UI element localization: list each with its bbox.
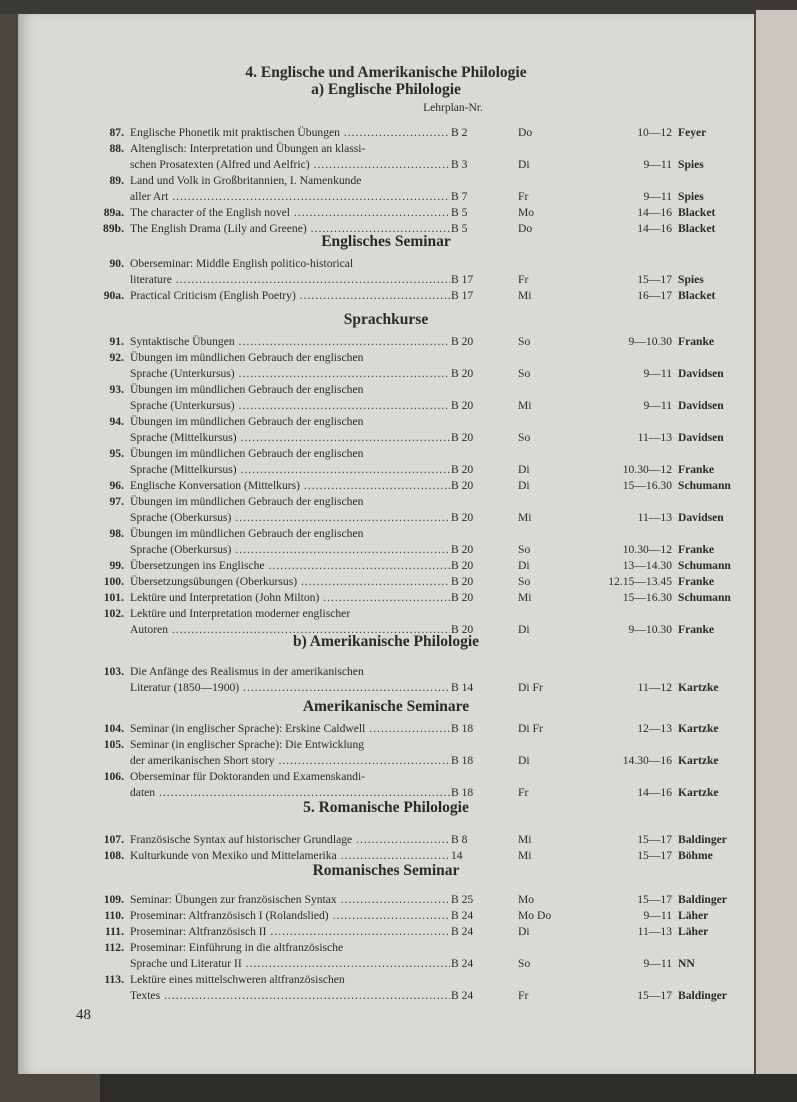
course-lecturer: Kartzke [678,722,719,735]
course-row [18,542,754,557]
course-title: Seminar: Übungen zur französischen Syntax ..... [130,892,450,907]
course-time: 9—10.30 [628,335,672,348]
course-time: 9—10.30 [628,623,672,636]
course-title: Sprache (Oberkursus) ..... [130,542,450,557]
course-day: Fr [518,786,529,799]
course-lecturer: Davidsen [678,431,724,444]
course-title: Altenglisch: Interpretation und Übungen an klassi- [130,142,366,155]
course-lecturer: Böhme [678,849,713,862]
course-row [18,606,754,621]
course-room: B 18 [451,786,474,799]
course-room: B 8 [451,833,468,846]
course-lecturer: Davidsen [678,399,724,412]
course-number: 89b. [103,222,124,235]
course-title: Lektüre und Interpretation (John Milton) ..... [130,590,450,605]
course-row [18,956,754,971]
course-row [18,574,754,589]
course-time: 15—17 [637,893,672,906]
course-day: Di [518,158,530,171]
course-number: 110. [104,909,124,922]
course-room: B 17 [451,289,474,302]
course-row [18,848,754,863]
course-row [18,446,754,461]
course-row [18,414,754,429]
course-title: Oberseminar für Doktoranden und Examenskandi- [130,770,366,783]
course-day: Mo [518,206,535,219]
course-title: Syntaktische Übungen ..... [130,334,450,349]
course-lecturer: Kartzke [678,681,719,694]
section-heading-englische: a) Englische Philologie [311,81,461,98]
course-room: B 20 [451,367,474,380]
course-row [18,988,754,1003]
course-time: 11—13 [637,925,672,938]
course-row [18,189,754,204]
course-title: Sprache (Mittelkursus) ..... [130,462,450,477]
course-room: B 24 [451,989,474,1002]
course-day: Mi [518,849,532,862]
course-title: Autoren ..... [130,622,450,637]
course-day: So [518,957,531,970]
course-lecturer: Blacket [678,206,716,219]
next-page-edge [756,10,797,1080]
course-number: 112. [104,941,124,954]
course-day: Di Fr [518,722,543,735]
course-row [18,769,754,784]
course-lecturer: Franke [678,623,715,636]
course-lecturer: Franke [678,463,715,476]
course-day: So [518,543,531,556]
course-room: B 24 [451,957,474,970]
course-time: 11—13 [637,511,672,524]
course-day: So [518,431,531,444]
course-row [18,737,754,752]
course-room: B 5 [451,206,468,219]
course-room: B 3 [451,158,468,171]
course-title: Lektüre eines mittelschweren altfranzösischen [130,973,345,986]
course-row [18,680,754,695]
section-heading-romanisches-seminar: Romanisches Seminar [312,862,460,879]
course-day: Mi [518,399,532,412]
course-number: 106. [103,770,124,783]
course-day: Mo Do [518,909,552,922]
course-row [18,157,754,172]
course-number: 88. [109,142,124,155]
course-room: B 20 [451,511,474,524]
course-number: 98. [109,527,124,540]
course-number: 107. [103,833,124,846]
section-heading-englisches-seminar: Englisches Seminar [321,233,451,250]
course-number: 89. [109,174,124,187]
course-room: B 20 [451,591,474,604]
course-room: B 14 [451,681,474,694]
course-day: So [518,335,531,348]
course-title: literature ..... [130,272,450,287]
course-day: Fr [518,273,529,286]
document-page [18,14,754,1074]
course-row [18,382,754,397]
course-day: Mi [518,591,532,604]
scanner-bed [100,1074,797,1102]
course-lecturer: Spies [678,190,704,203]
course-time: 11—13 [637,431,672,444]
course-row [18,205,754,220]
course-row [18,892,754,907]
course-title: Übungen im mündlichen Gebrauch der englischen [130,495,364,508]
course-number: 102. [103,607,124,620]
course-time: 14—16 [637,222,672,235]
course-time: 16—17 [637,289,672,302]
course-day: Di [518,623,530,636]
course-number: 96. [109,479,124,492]
course-row [18,832,754,847]
course-lecturer: Blacket [678,222,716,235]
course-room: B 20 [451,575,474,588]
course-lecturer: Kartzke [678,786,719,799]
course-title: schen Prosatexten (Alfred und Aelfric) ..... [130,157,450,172]
course-room: B 20 [451,479,474,492]
course-title: Englische Phonetik mit praktischen Übungen ..... [130,125,450,140]
course-row [18,478,754,493]
course-room: B 17 [451,273,474,286]
course-day: Mo [518,893,535,906]
course-day: Di Fr [518,681,543,694]
course-day: Mi [518,833,532,846]
course-title: Land und Volk in Großbritannien, I. Namenkunde [130,174,362,187]
course-number: 93. [109,383,124,396]
course-lecturer: Schumann [678,591,731,604]
course-time: 9—11 [643,158,672,171]
course-title: der amerikanischen Short story ..... [130,753,450,768]
course-title: Seminar (in englischer Sprache): Die Entwicklung [130,738,365,751]
course-lecturer: Schumann [678,479,731,492]
course-day: Mi [518,289,532,302]
course-title: The English Drama (Lily and Greene) ..... [130,221,450,236]
course-row [18,972,754,987]
course-time: 15—17 [637,273,672,286]
course-row [18,494,754,509]
course-time: 12—13 [637,722,672,735]
course-room: B 18 [451,722,474,735]
course-lecturer: Franke [678,335,715,348]
course-lecturer: Baldinger [678,989,727,1002]
course-day: Di [518,479,530,492]
course-title: Sprache (Mittelkursus) ..... [130,430,450,445]
course-title: Übungen im mündlichen Gebrauch der englischen [130,351,364,364]
course-title: The character of the English novel ..... [130,205,450,220]
course-title: Übungen im mündlichen Gebrauch der englischen [130,415,364,428]
page-content [18,14,754,1074]
course-time: 12.15—13.45 [608,575,672,588]
course-room: B 20 [451,463,474,476]
course-title: Übersetzungen ins Englische ..... [130,558,450,573]
course-lecturer: Feyer [678,126,707,139]
course-time: 10.30—12 [622,543,672,556]
course-row [18,924,754,939]
course-row [18,141,754,156]
course-title: Übersetzungsübungen (Oberkursus) ..... [130,574,450,589]
course-time: 9—11 [643,190,672,203]
course-title: Sprache (Oberkursus) ..... [130,510,450,525]
course-row [18,350,754,365]
course-time: 10.30—12 [622,463,672,476]
course-day: Di [518,559,530,572]
course-title: Literatur (1850—1900) ..... [130,680,450,695]
course-time: 11—12 [637,681,672,694]
course-title: Textes ..... [130,988,450,1003]
course-day: So [518,367,531,380]
section-heading-amerikanische-seminare: Amerikanische Seminare [302,698,470,715]
course-time: 15—17 [637,989,672,1002]
course-time: 14.30—16 [622,754,672,767]
course-title: Kulturkunde von Mexiko und Mittelamerika ..... [130,848,450,863]
main-heading: 4. Englische und Amerikanische Philologie [245,64,527,81]
course-time: 15—16.30 [622,479,672,492]
course-row [18,366,754,381]
course-row [18,221,754,236]
course-row [18,908,754,923]
course-number: 91. [109,335,124,348]
course-room: B 20 [451,623,474,636]
course-room: 14 [451,849,463,862]
course-number: 104. [103,722,124,735]
course-time: 9—11 [643,957,672,970]
course-lecturer: NN [678,957,695,970]
course-time: 9—11 [643,909,672,922]
course-lecturer: Baldinger [678,893,727,906]
course-lecturer: Davidsen [678,367,724,380]
course-row [18,590,754,605]
course-title: Sprache (Unterkursus) ..... [130,366,450,381]
course-time: 15—17 [637,833,672,846]
course-lecturer: Schumann [678,559,731,572]
course-row [18,622,754,637]
course-row [18,272,754,287]
course-title: Oberseminar: Middle English politico-historical [130,257,354,270]
course-row [18,125,754,140]
course-day: Di [518,463,530,476]
course-lecturer: Franke [678,575,715,588]
course-title: Übungen im mündlichen Gebrauch der englischen [130,527,364,540]
course-room: B 7 [451,190,468,203]
course-lecturer: Kartzke [678,754,719,767]
course-title: Übungen im mündlichen Gebrauch der englischen [130,447,364,460]
course-lecturer: Spies [678,158,704,171]
course-title: Seminar (in englischer Sprache): Erskine Caldwell ..... [130,721,450,736]
course-day: Do [518,222,533,235]
course-number: 92. [109,351,124,364]
course-row [18,510,754,525]
course-number: 113. [104,973,124,986]
course-room: B 20 [451,431,474,444]
course-time: 9—11 [643,399,672,412]
course-number: 87. [109,126,124,139]
course-room: B 24 [451,909,474,922]
course-row [18,256,754,271]
course-number: 101. [103,591,124,604]
course-room: B 25 [451,893,474,906]
course-time: 9—11 [643,367,672,380]
course-row [18,753,754,768]
course-room: B 20 [451,335,474,348]
course-number: 90. [109,257,124,270]
course-lecturer: Baldinger [678,833,727,846]
course-time: 10—12 [637,126,672,139]
course-day: Fr [518,190,529,203]
course-title: Proseminar: Einführung in die altfranzösische [130,941,344,954]
course-time: 15—17 [637,849,672,862]
course-title: Sprache (Unterkursus) ..... [130,398,450,413]
course-room: B 2 [451,126,468,139]
course-time: 15—16.30 [622,591,672,604]
course-number: 99. [109,559,124,572]
course-row [18,785,754,800]
course-room: B 20 [451,559,474,572]
course-title: Proseminar: Altfranzösisch I (Rolandslied) ..... [130,908,450,923]
course-title: daten ..... [130,785,450,800]
course-number: 105. [103,738,124,751]
course-row [18,334,754,349]
course-row [18,462,754,477]
course-time: 14—16 [637,786,672,799]
course-number: 103. [103,665,124,678]
page-number: 48 [76,1007,91,1023]
course-day: Mi [518,511,532,524]
course-day: So [518,575,531,588]
course-row [18,721,754,736]
course-row [18,664,754,679]
course-title: Lektüre und Interpretation moderner englischer [130,607,351,620]
course-row [18,526,754,541]
course-room: B 5 [451,222,468,235]
course-number: 95. [109,447,124,460]
course-number: 89a. [103,206,124,219]
course-title: Englische Konversation (Mittelkurs) ..... [130,478,450,493]
course-lecturer: Läher [678,909,709,922]
course-title: Die Anfänge des Realismus in der amerikanischen [130,665,364,678]
course-lecturer: Franke [678,543,715,556]
course-number: 100. [103,575,124,588]
course-room: B 20 [451,399,474,412]
lehrplan-label: Lehrplan-Nr. [423,102,483,114]
course-number: 94. [109,415,124,428]
course-row [18,558,754,573]
course-day: Fr [518,989,529,1002]
course-title: Practical Criticism (English Poetry) ..... [130,288,450,303]
course-lecturer: Spies [678,273,704,286]
course-room: B 20 [451,543,474,556]
course-row [18,288,754,303]
section-heading-sprachkurse: Sprachkurse [343,311,429,328]
course-title: aller Art ..... [130,189,450,204]
course-row [18,940,754,955]
course-row [18,430,754,445]
course-number: 97. [109,495,124,508]
course-row [18,173,754,188]
course-day: Do [518,126,533,139]
course-title: Proseminar: Altfranzösisch II ..... [130,924,450,939]
binding-shadow-top [0,0,797,14]
course-lecturer: Blacket [678,289,716,302]
course-lecturer: Davidsen [678,511,724,524]
course-title: Übungen im mündlichen Gebrauch der englischen [130,383,364,396]
course-number: 108. [103,849,124,862]
course-lecturer: Läher [678,925,709,938]
course-number: 90a. [103,289,124,302]
course-time: 13—14.30 [622,559,672,572]
course-title: Sprache und Literatur II ..... [130,956,450,971]
main-heading-romanische: 5. Romanische Philologie [303,799,469,816]
course-room: B 18 [451,754,474,767]
course-number: 109. [103,893,124,906]
course-row [18,398,754,413]
course-day: Di [518,925,530,938]
course-time: 14—16 [637,206,672,219]
section-heading-amerikanische: b) Amerikanische Philologie [293,633,479,650]
course-room: B 24 [451,925,474,938]
course-title: Französische Syntax auf historischer Grundlage ..... [130,832,450,847]
course-day: Di [518,754,530,767]
course-number: 111. [104,925,124,938]
